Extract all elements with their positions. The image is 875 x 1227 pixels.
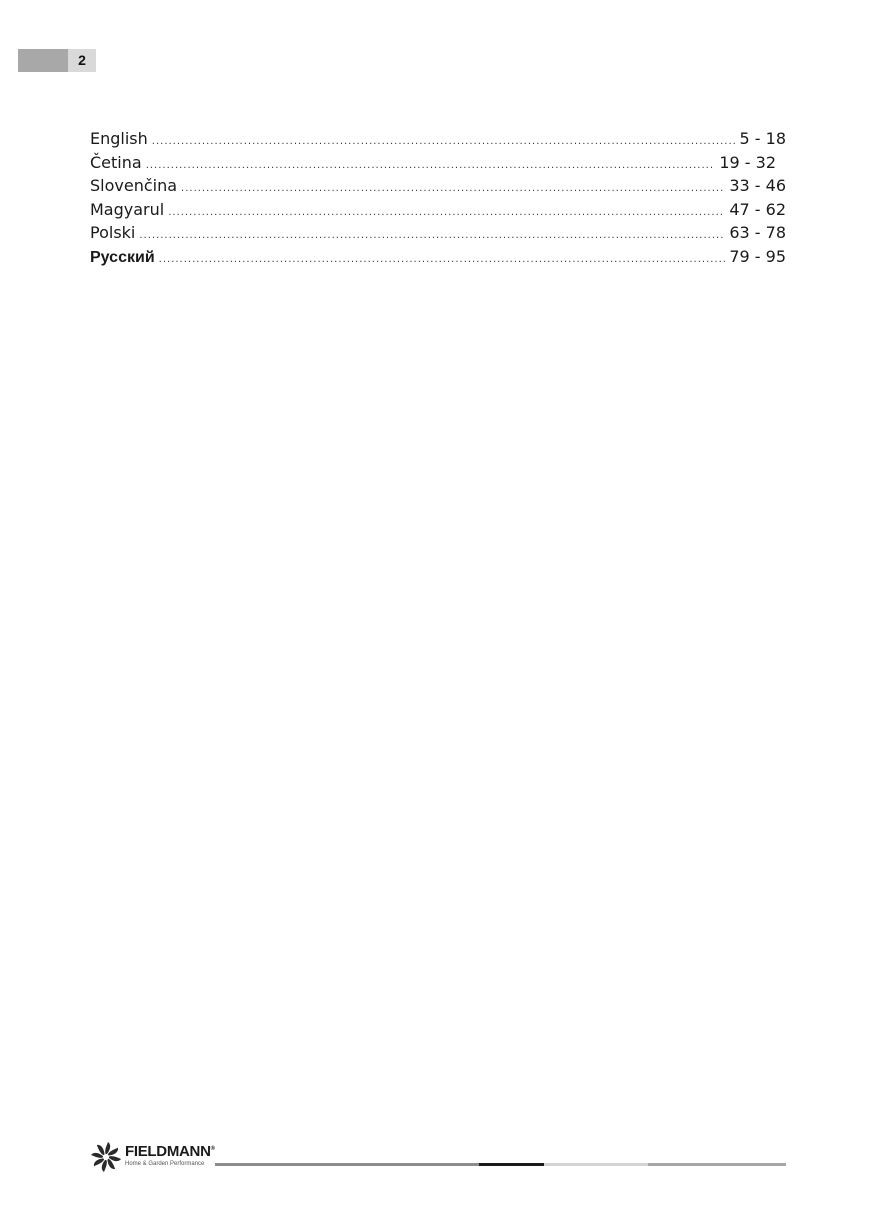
brand-name: FIELDMANN® [125, 1143, 215, 1160]
toc-entry-slovencina[interactable] [90, 174, 786, 198]
page-number-tab [18, 49, 96, 72]
toc-language: Magyarul [90, 199, 165, 219]
toc-entry-polski[interactable] [90, 221, 786, 245]
flower-swirl-icon [90, 1141, 122, 1173]
toc-page-range: 47 - 62 [729, 199, 786, 219]
toc-leader-dots [168, 201, 725, 225]
toc-language: Polski [90, 223, 136, 242]
toc-entry-cetina[interactable] [90, 151, 786, 175]
toc-page-range: 5 - 18 [739, 129, 786, 148]
page-tab-marker [18, 49, 68, 72]
toc-page-range: 33 - 46 [729, 176, 786, 195]
table-of-contents [90, 127, 786, 268]
toc-language: Slovenčina [90, 176, 178, 195]
footer-bar-segment [544, 1163, 648, 1166]
page-footer [90, 1140, 786, 1180]
footer-bar-segment [479, 1163, 544, 1166]
toc-entry-english[interactable] [90, 127, 786, 151]
toc-leader-dots [146, 154, 716, 178]
toc-leader-dots [139, 224, 725, 248]
footer-color-bar [215, 1163, 786, 1166]
footer-bar-segment [215, 1163, 479, 1166]
toc-language: Русский [90, 248, 155, 266]
page-number: 2 [68, 49, 96, 72]
toc-leader-dots [159, 248, 726, 272]
toc-page-range: 63 - 78 [729, 223, 786, 242]
toc-language: English [90, 129, 148, 148]
footer-bar-segment [648, 1163, 786, 1166]
toc-leader-dots [181, 177, 725, 201]
fieldmann-logo [90, 1140, 215, 1180]
toc-language: Četina [90, 152, 142, 172]
toc-page-range: 19 - 32 [719, 152, 776, 172]
toc-entry-magyarul[interactable] [90, 198, 786, 222]
toc-leader-dots [152, 130, 736, 154]
toc-entry-russian[interactable] [90, 245, 786, 269]
brand-tagline: Home & Garden Performance [125, 1161, 205, 1167]
toc-page-range: 79 - 95 [729, 246, 786, 266]
